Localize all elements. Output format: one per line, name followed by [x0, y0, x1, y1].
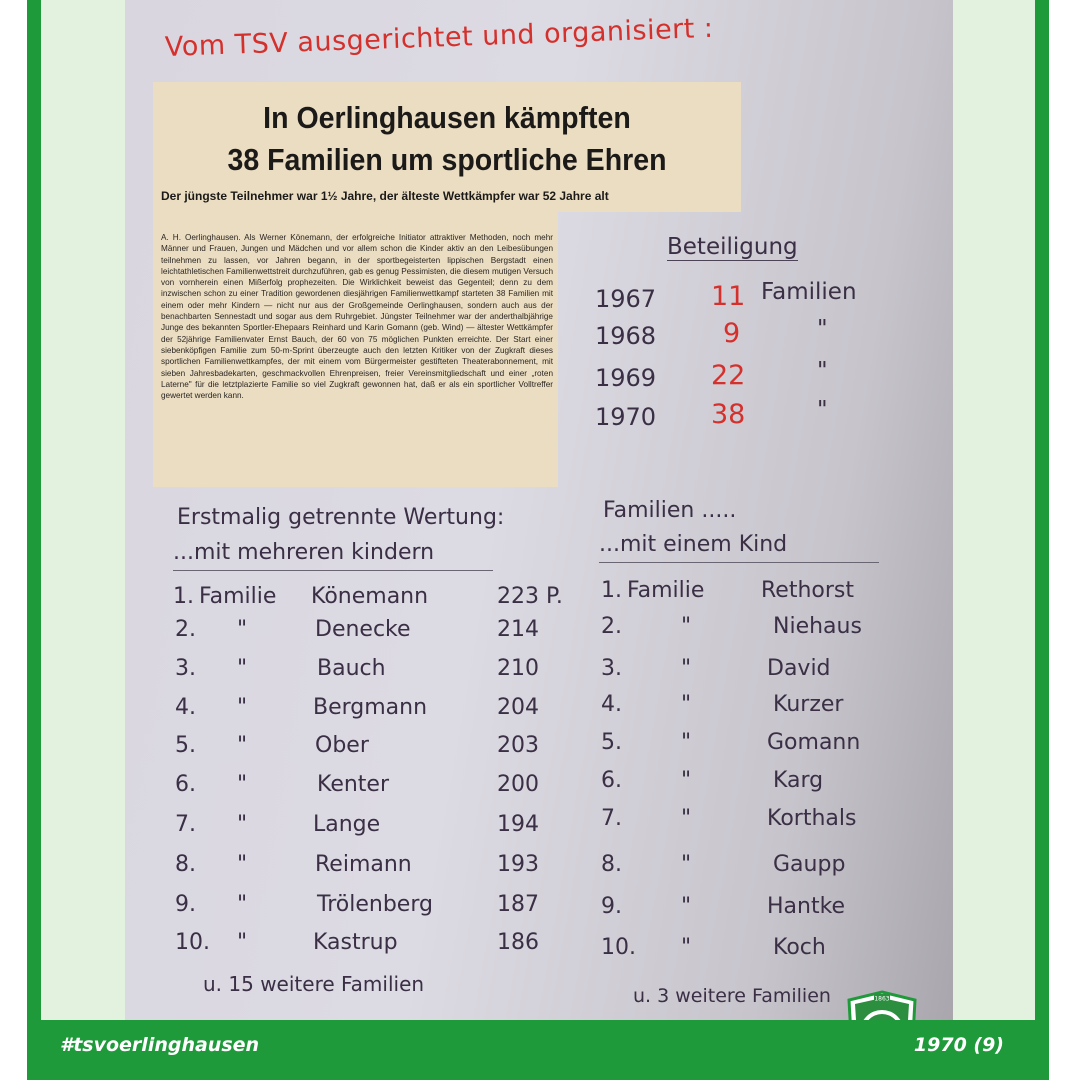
participation-year: 1970: [595, 403, 657, 431]
single-rank: 5.: [601, 730, 622, 755]
multi-points: 223 P.: [497, 584, 563, 609]
multi-footer: u. 15 weitere Familien: [203, 972, 425, 996]
multi-label: ": [237, 617, 248, 642]
multi-heading-rule: [173, 570, 493, 571]
multi-points: 214: [497, 617, 539, 642]
single-heading: ...mit einem Kind: [599, 532, 788, 557]
multi-label: ": [237, 812, 248, 837]
footer-year: 1970 (9): [913, 1034, 1004, 1056]
single-label: ": [681, 730, 692, 755]
single-rank: 1.: [601, 578, 622, 603]
single-rank: 8.: [601, 852, 622, 877]
single-label: ": [681, 852, 692, 877]
multi-points: 193: [497, 852, 539, 877]
multi-name: Bauch: [317, 656, 386, 681]
participation-count: 38: [711, 399, 746, 430]
clipping-title-line-1: In Oerlinghausen kämpften: [263, 100, 631, 135]
right-mint-panel: [953, 0, 1035, 1020]
single-name: Rethorst: [761, 578, 854, 603]
left-green-stripe: [27, 0, 41, 1080]
multi-name: Lange: [313, 812, 381, 837]
single-name: Niehaus: [773, 614, 862, 639]
right-green-stripe: [1035, 0, 1049, 1080]
participation-label: ": [817, 358, 828, 384]
single-name: Hantke: [767, 894, 846, 919]
logo-year: 1863: [874, 995, 890, 1003]
multi-name: Ober: [315, 733, 369, 758]
single-name: David: [767, 656, 831, 681]
multi-points: 186: [497, 930, 539, 955]
multi-points: 203: [497, 733, 539, 758]
multi-rank: 1.: [173, 584, 194, 609]
single-rank: 7.: [601, 806, 622, 831]
multi-rank: 6.: [175, 772, 196, 797]
rankings-title-left: Erstmalig getrennte Wertung:: [177, 505, 505, 530]
multi-label: Familie: [199, 584, 277, 609]
single-rank: 3.: [601, 656, 622, 681]
multi-name: Denecke: [315, 617, 411, 642]
single-name: Kurzer: [773, 692, 844, 717]
multi-name: Trölenberg: [317, 892, 433, 917]
participation-title: Beteiligung: [667, 234, 798, 260]
multi-label: ": [237, 852, 248, 877]
multi-label: ": [237, 892, 248, 917]
multi-heading: ...mit mehreren kindern: [173, 540, 435, 565]
multi-rank: 7.: [175, 812, 196, 837]
single-footer: u. 3 weitere Familien: [633, 985, 831, 1007]
participation-count: 22: [711, 360, 746, 391]
single-label: ": [681, 656, 692, 681]
single-label: ": [681, 806, 692, 831]
multi-rank: 8.: [175, 852, 196, 877]
multi-name: Bergmann: [313, 695, 428, 720]
multi-rank: 9.: [175, 892, 196, 917]
single-name: Gomann: [767, 730, 861, 755]
single-rank: 4.: [601, 692, 622, 717]
single-label: ": [681, 614, 692, 639]
single-rank: 6.: [601, 768, 622, 793]
participation-count: 9: [723, 318, 741, 349]
participation-count: 11: [711, 281, 746, 312]
multi-rank: 3.: [175, 656, 196, 681]
multi-points: 204: [497, 695, 539, 720]
multi-name: Kenter: [317, 772, 390, 797]
single-label: ": [681, 692, 692, 717]
single-label: Familie: [627, 578, 705, 603]
multi-rank: 5.: [175, 733, 196, 758]
participation-year: 1968: [595, 322, 657, 350]
multi-points: 187: [497, 892, 539, 917]
multi-label: ": [237, 733, 248, 758]
single-name: Gaupp: [773, 852, 846, 877]
single-name: Korthals: [767, 806, 857, 831]
multi-rank: 4.: [175, 695, 196, 720]
participation-year: 1967: [595, 285, 657, 313]
single-rank: 2.: [601, 614, 622, 639]
footer-bar: [27, 1020, 1049, 1080]
left-mint-panel: [41, 0, 125, 1020]
scrapbook-page: [125, 0, 953, 1020]
multi-label: ": [237, 656, 248, 681]
multi-rank: 2.: [175, 617, 196, 642]
participation-year: 1969: [595, 364, 657, 392]
multi-name: Kastrup: [313, 930, 398, 955]
page-headline: Vom TSV ausgerichtet und organisiert :: [164, 12, 715, 63]
multi-points: 200: [497, 772, 539, 797]
multi-name: Könemann: [311, 584, 429, 609]
multi-label: ": [237, 930, 248, 955]
footer-hashtag: #tsvoerlinghausen: [60, 1034, 260, 1056]
multi-points: 210: [497, 656, 539, 681]
multi-points: 194: [497, 812, 539, 837]
clipping-subtitle: Der jüngste Teilnehmer war 1½ Jahre, der älteste Wettkämpfer war 52 Jahre alt: [161, 189, 609, 203]
single-name: Koch: [773, 935, 826, 960]
clipping-body: A. H. Oerlinghausen. Als Werner Könemann, der erfolgreiche Initiator attraktiver Methoden, noch mehr Männer und Frauen, Jungen und Mädchen und vor allem schon die Kinder aktiv an den Leibesübungen teilnehmen zu lassen, vor Jahren begann, in der sportbegeisterten lippischen Bergstadt einen leichtathletischen Familienwettstreit durchzuführen, gab es genug Pessimisten, die diesem mutigen Versuch von vornherein einen Mißerfolg prophezeiten. Die Wirklichkeit beweist das Gegenteil; denn zu dem inzwischen schon zu einer Tradition gewordenen diesjährigen Familienwettkampf starteten 38 Familien mit einem oder mehr Kindern — nicht nur aus der Großgemeinde Oerlinghausen, sondern auch aus der benachbarten Sennestadt und sogar aus dem Ruhrgebiet. Jüngster Teilnehmer war der anderthalbjährige Junge des bekannten Sportler-Ehepaars Reinhard und Karin Gomann (geb. Wind) — ältester Wettkämpfer der 52jährige Familienvater Ernst Bauch, der 60 von 75 möglichen Punkten erreichte. Der Start einer siebenköpfigen Familie zum 50-m-Sprint überzeugte auch den letzten Kritiker von der Zugkraft dieses sportlichen Familienwettkampfes, der mit einem vom Bürgermeister gestifteten Theaterabonnement, mit sieben Jahresbadekarten, geschmackvollen Ehrenpreisen, freier Vereinsmitgliedschaft und einer „roten Laterne" für die letztplazierte Familie so viel Zugkraft gewonnen hat, daß er als ein sportlicher Volltreffer gewertet werden kann.: [161, 233, 553, 401]
multi-rank: 10.: [175, 930, 210, 955]
single-label: ": [681, 894, 692, 919]
participation-label: Familien: [761, 279, 857, 305]
multi-label: ": [237, 772, 248, 797]
multi-label: ": [237, 695, 248, 720]
single-label: ": [681, 768, 692, 793]
rankings-title-right: Familien .....: [603, 498, 737, 523]
single-name: Karg: [773, 768, 824, 793]
clipping-title-line-2: 38 Familien um sportliche Ehren: [227, 142, 667, 177]
single-label: ": [681, 935, 692, 960]
participation-label: ": [817, 316, 828, 342]
single-heading-rule: [599, 562, 879, 563]
single-rank: 9.: [601, 894, 622, 919]
multi-name: Reimann: [315, 852, 412, 877]
single-rank: 10.: [601, 935, 636, 960]
participation-label: ": [817, 397, 828, 423]
